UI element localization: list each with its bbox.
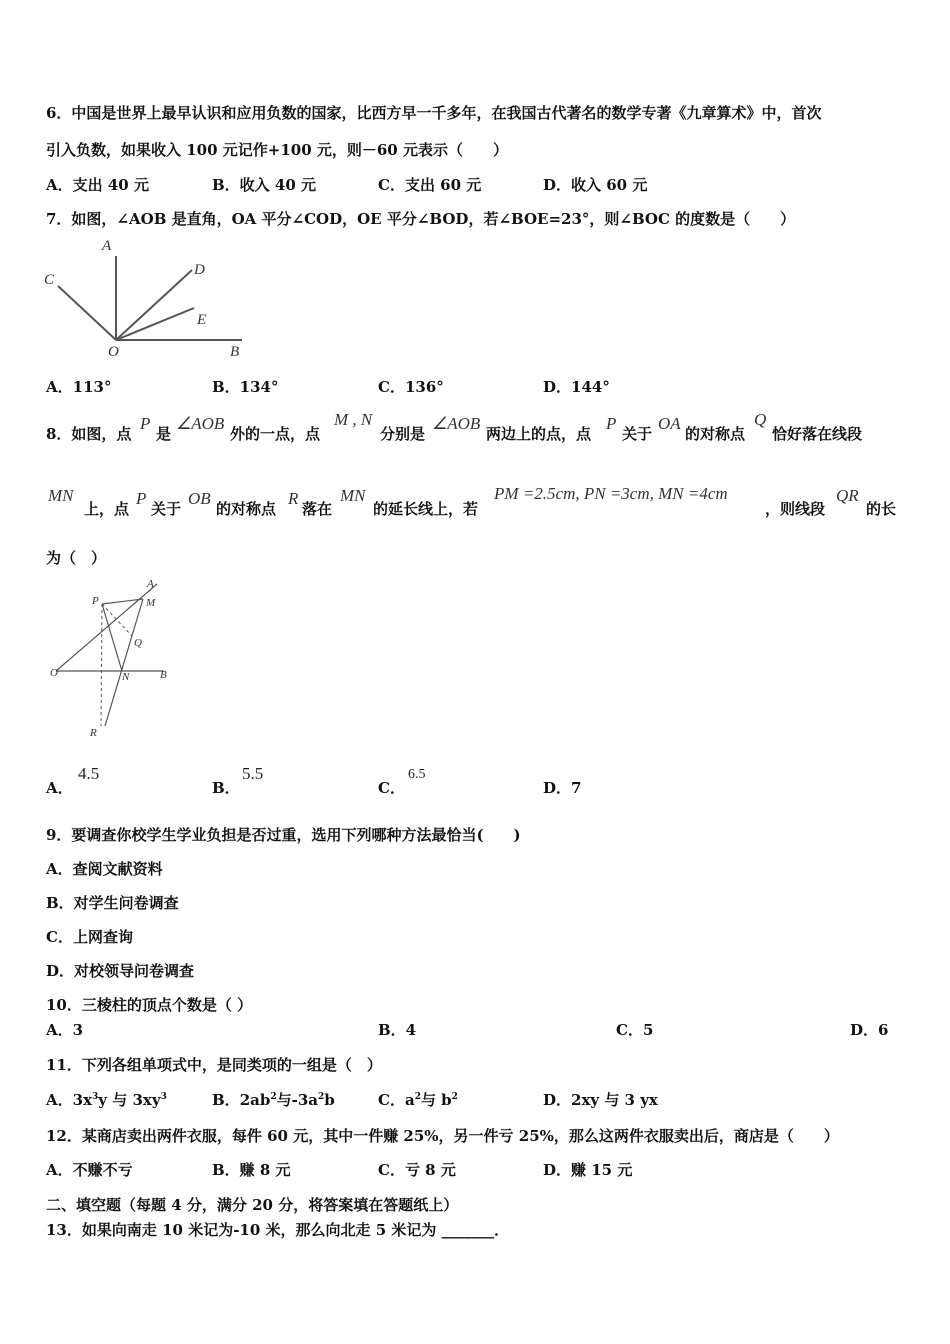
q6-option-d: D．收入 60 元 <box>543 176 648 194</box>
q11-option-b: B．$2ab^2$与$-3a^2b$ <box>212 1091 335 1109</box>
q11-option-d: D．2xy 与 3 yx <box>543 1091 658 1109</box>
q7-label-c: C <box>44 272 55 288</box>
q12-option-d: D．赚 15 元 <box>543 1161 633 1179</box>
q8-label-q: Q <box>134 637 142 649</box>
q7-option-c: C．136° <box>378 378 444 396</box>
q8-text: 的延长线上，若 <box>373 500 479 518</box>
q8-math-q: Q <box>754 410 767 429</box>
q8-option-d: D．7 <box>543 779 582 797</box>
q12-option-a: A．不赚不亏 <box>46 1161 133 1179</box>
q8-label-o: O <box>50 667 58 679</box>
q8-segment-mr <box>105 599 143 726</box>
q11-option-a: A．$3x^3y$ 与 $3xy^3$ <box>46 1091 167 1109</box>
q9-option-a: A．查阅文献资料 <box>46 860 163 878</box>
q8-math-angle-aob: ∠AOB <box>432 414 481 433</box>
q7-label-a: A <box>102 238 112 254</box>
q7-option-d: D．144° <box>543 378 610 396</box>
q8-text: 的对称点 <box>216 500 277 518</box>
q7-ray-oc <box>58 286 116 340</box>
q6-stem-line2: 引入负数，如果收入 100 元记作+100 元，则－60 元表示（ ） <box>46 141 508 159</box>
q11-option-c: C．$a^2$与 $b^2$ <box>378 1091 458 1109</box>
q8-label-n: N <box>122 671 130 683</box>
q7-option-b: B．134° <box>212 378 279 396</box>
q8-text: 上，点 <box>84 500 130 518</box>
q8-text: 关于 <box>151 500 182 518</box>
q8-dashed-pr <box>101 604 102 726</box>
q8-text: 落在 <box>302 500 333 518</box>
q8-text: 两边上的点，点 <box>486 425 592 443</box>
q8-math-p: P <box>140 414 151 433</box>
section-heading: 二、填空题（每题 4 分，满分 20 分，将答案填在答题纸上） <box>46 1196 459 1214</box>
q8-math-mn: M , N <box>334 410 373 429</box>
q9-option-b: B．对学生问卷调查 <box>46 894 179 912</box>
q7-stem: 7．如图，∠AOB 是直角，OA 平分∠COD，OE 平分∠BOD，若∠BOE=23°，则∠BOC 的度数是（ ） <box>46 210 796 228</box>
q8-text: 8．如图，点 <box>46 425 132 443</box>
q8-option-b: B． <box>212 779 240 797</box>
q8-figure <box>42 576 182 746</box>
q8-option-c: C． <box>378 779 405 797</box>
q7-figure <box>42 236 252 366</box>
q7-label-d: D <box>194 262 205 278</box>
q8-label-p: P <box>92 595 99 607</box>
q8-option-a: A． <box>46 779 73 797</box>
q13-stem: 13．如果向南走 10 米记为-10 米，那么向北走 5 米记为 _______． <box>46 1221 510 1239</box>
q8-math-ob: OB <box>188 489 211 508</box>
q8-label-a: A <box>147 578 154 590</box>
q8-label-m: M <box>146 597 156 609</box>
q8-math-angle-aob: ∠AOB <box>176 414 225 433</box>
q11-stem: 11．下列各组单项式中，是同类项的一组是（ ） <box>46 1056 382 1074</box>
q8-math-oa: OA <box>658 414 681 433</box>
q8-option-a-value: 4.5 <box>78 764 100 783</box>
q8-math-qr: QR <box>836 486 859 505</box>
q12-stem: 12．某商店卖出两件衣服，每件 60 元，其中一件赚 25%，另一件亏 25%，那么这两件衣服卖出后，商店是（ ） <box>46 1127 839 1145</box>
q8-math-mn-segment: MN <box>48 486 74 505</box>
q6-option-c: C．支出 60 元 <box>378 176 482 194</box>
q8-math-p: P <box>136 489 147 508</box>
q7-option-a: A．113° <box>46 378 112 396</box>
q8-text: 的长 <box>866 500 897 518</box>
q7-label-o: O <box>108 344 119 360</box>
q8-text: 恰好落在线段 <box>772 425 863 443</box>
q6-stem-line1: 6．中国是世界上最早认识和应用负数的国家，比西方早一千多年，在我国古代著名的数学专著《九章算术》中，首次 <box>46 104 822 122</box>
q8-text: 的对称点 <box>685 425 746 443</box>
q7-label-b: B <box>230 344 240 360</box>
q8-label-r: R <box>90 727 97 739</box>
q9-stem: 9．要调查你校学生学业负担是否过重，选用下列哪种方法最恰当( ) <box>46 826 521 844</box>
q8-option-c-value: 6.5 <box>408 767 426 782</box>
q8-math-mn-segment: MN <box>340 486 366 505</box>
q10-option-c: C．5 <box>616 1021 654 1039</box>
q7-ray-oe <box>116 308 194 340</box>
q8-math-r: R <box>288 489 299 508</box>
q8-text: 分别是 <box>380 425 426 443</box>
q9-option-c: C．上网查询 <box>46 928 133 946</box>
q8-label-b: B <box>160 669 167 681</box>
q8-text: ，则线段 <box>765 500 826 518</box>
q8-text: 外的一点，点 <box>230 425 321 443</box>
q8-text: 关于 <box>622 425 653 443</box>
q8-ray-oa <box>56 584 157 671</box>
q7-ray-od <box>116 270 192 340</box>
q6-option-b: B．收入 40 元 <box>212 176 316 194</box>
q12-option-c: C．亏 8 元 <box>378 1161 456 1179</box>
q10-option-a: A．3 <box>46 1021 84 1039</box>
q7-label-e: E <box>197 312 207 328</box>
q8-stem-end: 为（ ） <box>46 549 107 567</box>
q10-stem: 10．三棱柱的顶点个数是（ ） <box>46 996 253 1014</box>
q8-math-p: P <box>606 414 617 433</box>
q9-option-d: D．对校领导问卷调查 <box>46 962 195 980</box>
q8-math-conditions: PM =2.5cm, PN =3cm, MN =4cm <box>494 484 728 503</box>
q10-option-d: D．6 <box>850 1021 889 1039</box>
q10-option-b: B．4 <box>378 1021 417 1039</box>
q8-text: 是 <box>156 425 172 443</box>
q6-option-a: A．支出 40 元 <box>46 176 149 194</box>
q12-option-b: B．赚 8 元 <box>212 1161 291 1179</box>
q8-option-b-value: 5.5 <box>242 764 264 783</box>
